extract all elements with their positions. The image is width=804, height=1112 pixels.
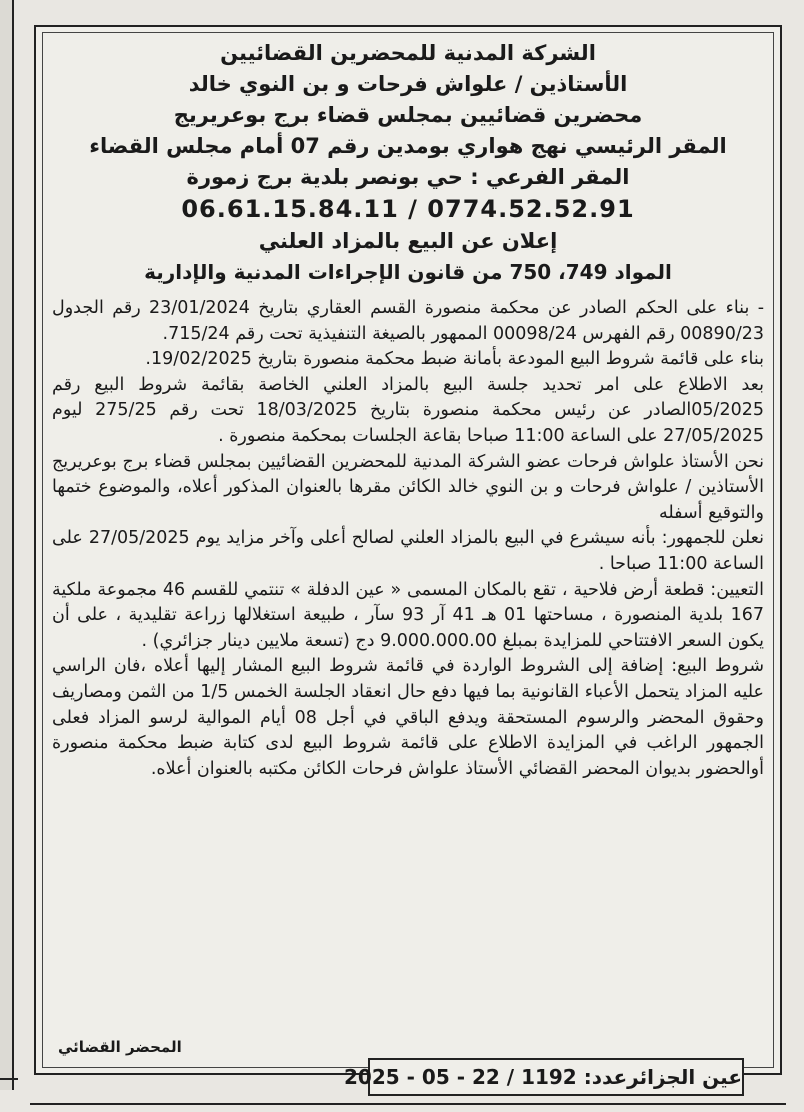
legal-basis: المواد 749، 750 من قانون الإجراءات المدنية والإدارية [144, 260, 672, 284]
adjacent-column-rule [0, 1078, 18, 1080]
paragraph-bailiff: نحن الأستاذ علواش فرحات عضو الشركة المدنية للمحضرين القضائيين بمجلس قضاء برج بوعريريج الأستاذين / علواش فرحات و بن النوي خالد الكائن مقرها بالعنوان المذكور أعلاه، والموضوع ختمها والتوقيع أسفله [52, 451, 764, 523]
paragraph-announcement: نعلن للجمهور: بأنه سيشرع في البيع بالمزاد العلني لصالح أعلى وآخر مزايد يوم 27/05/2025 على الساعة 11:00 صباحا . [52, 528, 764, 574]
bailiff-signature: المحضر القضائي [58, 1038, 182, 1056]
notice-body [52, 296, 764, 782]
main-office-address: المقر الرئيسي نهج هواري بومدين رقم 07 أمام مجلس القضاء [89, 134, 727, 158]
court-jurisdiction: محضرين قضائيين بمجلس قضاء برج بوعريريج [173, 103, 643, 127]
company-name: الشركة المدنية للمحضرين القضائيين [220, 41, 596, 65]
notice-content [52, 38, 764, 782]
branch-office-address: المقر الفرعي : حي بونصر بلدية برج زمورة [186, 165, 630, 189]
paragraph-property-description: التعيين: قطعة أرض فلاحية ، تقع بالمكان المسمى « عين الدفلة » تنتمي للقسم 46 مجموعة ملكية 167 بلدية المنصورة ، مساحتها 01 هـ 41 آر 93 سآر ، طبيعة استغلالها زراعة تقليدية ، على أن يكون السعر الافتتاحي للمزايدة بمبلغ 9.000.000.00 دج (تسعة ملايين دينار جزائري) . [52, 579, 764, 651]
notice-title: إعلان عن البيع بالمزاد العلني [258, 229, 558, 253]
paragraph-session-order: بعد الاطلاع على امر تحديد جلسة البيع بالمزاد العلني الخاصة بقائمة شروط البيع رقم 05/2025الصادر عن رئيس محكمة منصورة بتاريخ 18/03/2025 تحت رقم 275/25 ليوم 27/05/2025 على الساعة 11:00 صباحا بقاعة الجلسات بمحكمة منصورة . [52, 374, 764, 446]
paragraph-sale-conditions: شروط البيع: إضافة إلى الشروط الواردة في قائمة شروط البيع المشار إليها أعلاه ،فان الراسي عليه المزاد يتحمل الأعباء القانونية بما فيها دفع حال انعقاد الجلسة الخمس 1/5 من الثمن ومصاريف وحقوق المحضر والرسوم المستحقة ويدفع الباقي في أجل 08 أيام الموالية لرسو المزاد فعلى الجمهور الراغب في المزايدة الاطلاع على قائمة شروط البيع لدى كتابة ضبط محكمة منصورة أوالحضور بديوان المحضر القضائي الأستاذ علواش فرحات الكائن مكتبه بالعنوان أعلاه. [52, 656, 764, 779]
paragraph-conditions-list: بناء على قائمة شروط البيع المودعة بأمانة ضبط محكمة منصورة بتاريخ 19/02/2025. [145, 349, 764, 370]
publication-source: عين الجزائرعدد: 1192 / 22 - 05 - 2025 [368, 1058, 744, 1096]
paragraph-judgment: - بناء على الحكم الصادر عن محكمة منصورة القسم العقاري بتاريخ 23/01/2024 رقم الجدول 00890/23 رقم الفهرس 00098/24 الممهور بالصيغة التنفيذية تحت رقم 715/24. [52, 298, 765, 344]
adjacent-column-edge [0, 0, 14, 1090]
partners-names: الأستاذين / علواش فرحات و بن النوي خالد [188, 72, 628, 96]
phone-numbers: 06.61.15.84.11 / 0774.52.52.91 [181, 195, 635, 223]
page-bottom-rule [30, 1103, 786, 1105]
